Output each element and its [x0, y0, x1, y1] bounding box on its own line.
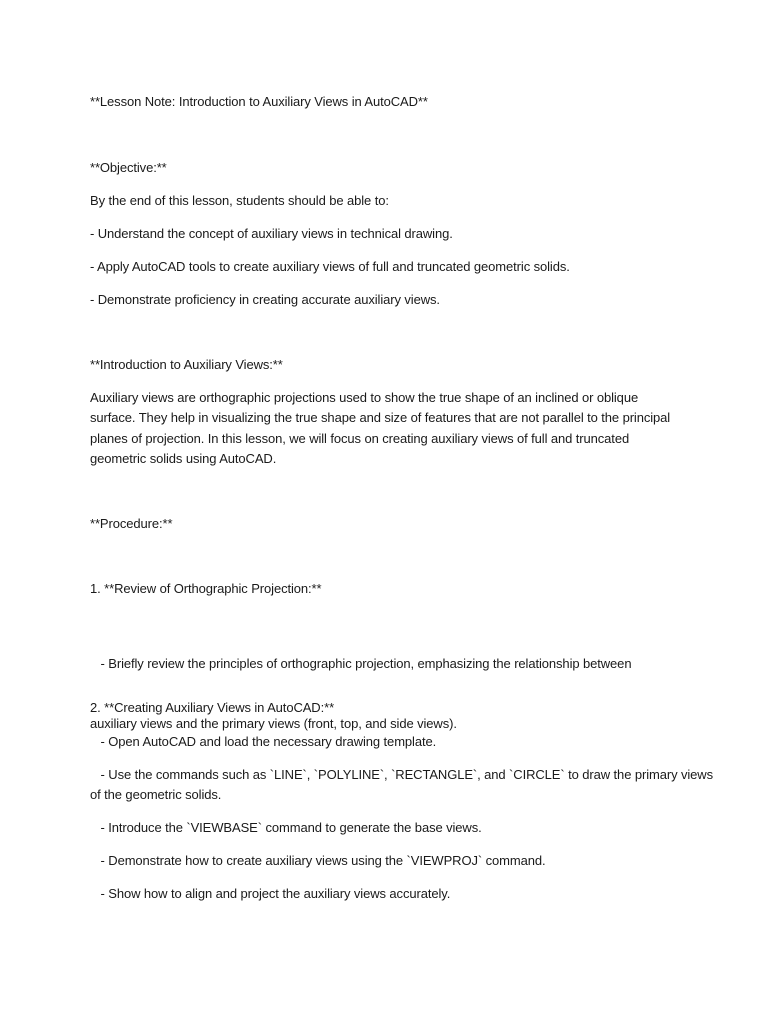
step2-heading: 2. **Creating Auxiliary Views in AutoCAD:**	[90, 700, 335, 715]
step2-item-paragraph	[90, 765, 713, 806]
paragraph-line: geometric solids using AutoCAD.	[90, 450, 277, 466]
introduction-heading: **Introduction to Auxiliary Views:**	[90, 357, 283, 372]
paragraph-line: auxiliary views and the primary views (front, top, and side views).	[90, 716, 457, 732]
step2-item: - Introduce the `VIEWBASE` command to generate the base views.	[90, 820, 482, 835]
objective-item: - Demonstrate proficiency in creating accurate auxiliary views.	[90, 292, 440, 307]
step2-item: - Show how to align and project the auxiliary views accurately.	[90, 886, 451, 901]
paragraph-line: - Use the commands such as `LINE`, `POLYLINE`, `RECTANGLE`, and `CIRCLE` to draw the primary views	[90, 767, 713, 782]
paragraph-line: surface. They help in visualizing the true shape and size of features that are not parallel to the principal	[90, 410, 671, 426]
objective-heading: **Objective:**	[90, 160, 167, 175]
paragraph-line: of the geometric solids.	[90, 787, 222, 803]
step2-item: - Open AutoCAD and load the necessary drawing template.	[90, 734, 437, 749]
paragraph-line: - Briefly review the principles of orthographic projection, emphasizing the relationship between	[90, 655, 632, 671]
objective-intro: By the end of this lesson, students should be able to:	[90, 193, 389, 208]
step2-item: - Demonstrate how to create auxiliary views using the `VIEWPROJ` command.	[90, 853, 546, 868]
lesson-title: **Lesson Note: Introduction to Auxiliary Views in AutoCAD**	[90, 94, 428, 109]
objective-item: - Apply AutoCAD tools to create auxiliary views of full and truncated geometric solids.	[90, 259, 570, 274]
introduction-paragraph	[90, 388, 680, 469]
objective-item: - Understand the concept of auxiliary views in technical drawing.	[90, 226, 453, 241]
paragraph-line: Auxiliary views are orthographic projections used to show the true shape of an inclined or oblique	[90, 390, 639, 405]
paragraph-line: planes of projection. In this lesson, we will focus on creating auxiliary views of full and truncated	[90, 430, 630, 446]
step1-heading: 1. **Review of Orthographic Projection:**	[90, 581, 322, 596]
procedure-heading: **Procedure:**	[90, 516, 173, 531]
